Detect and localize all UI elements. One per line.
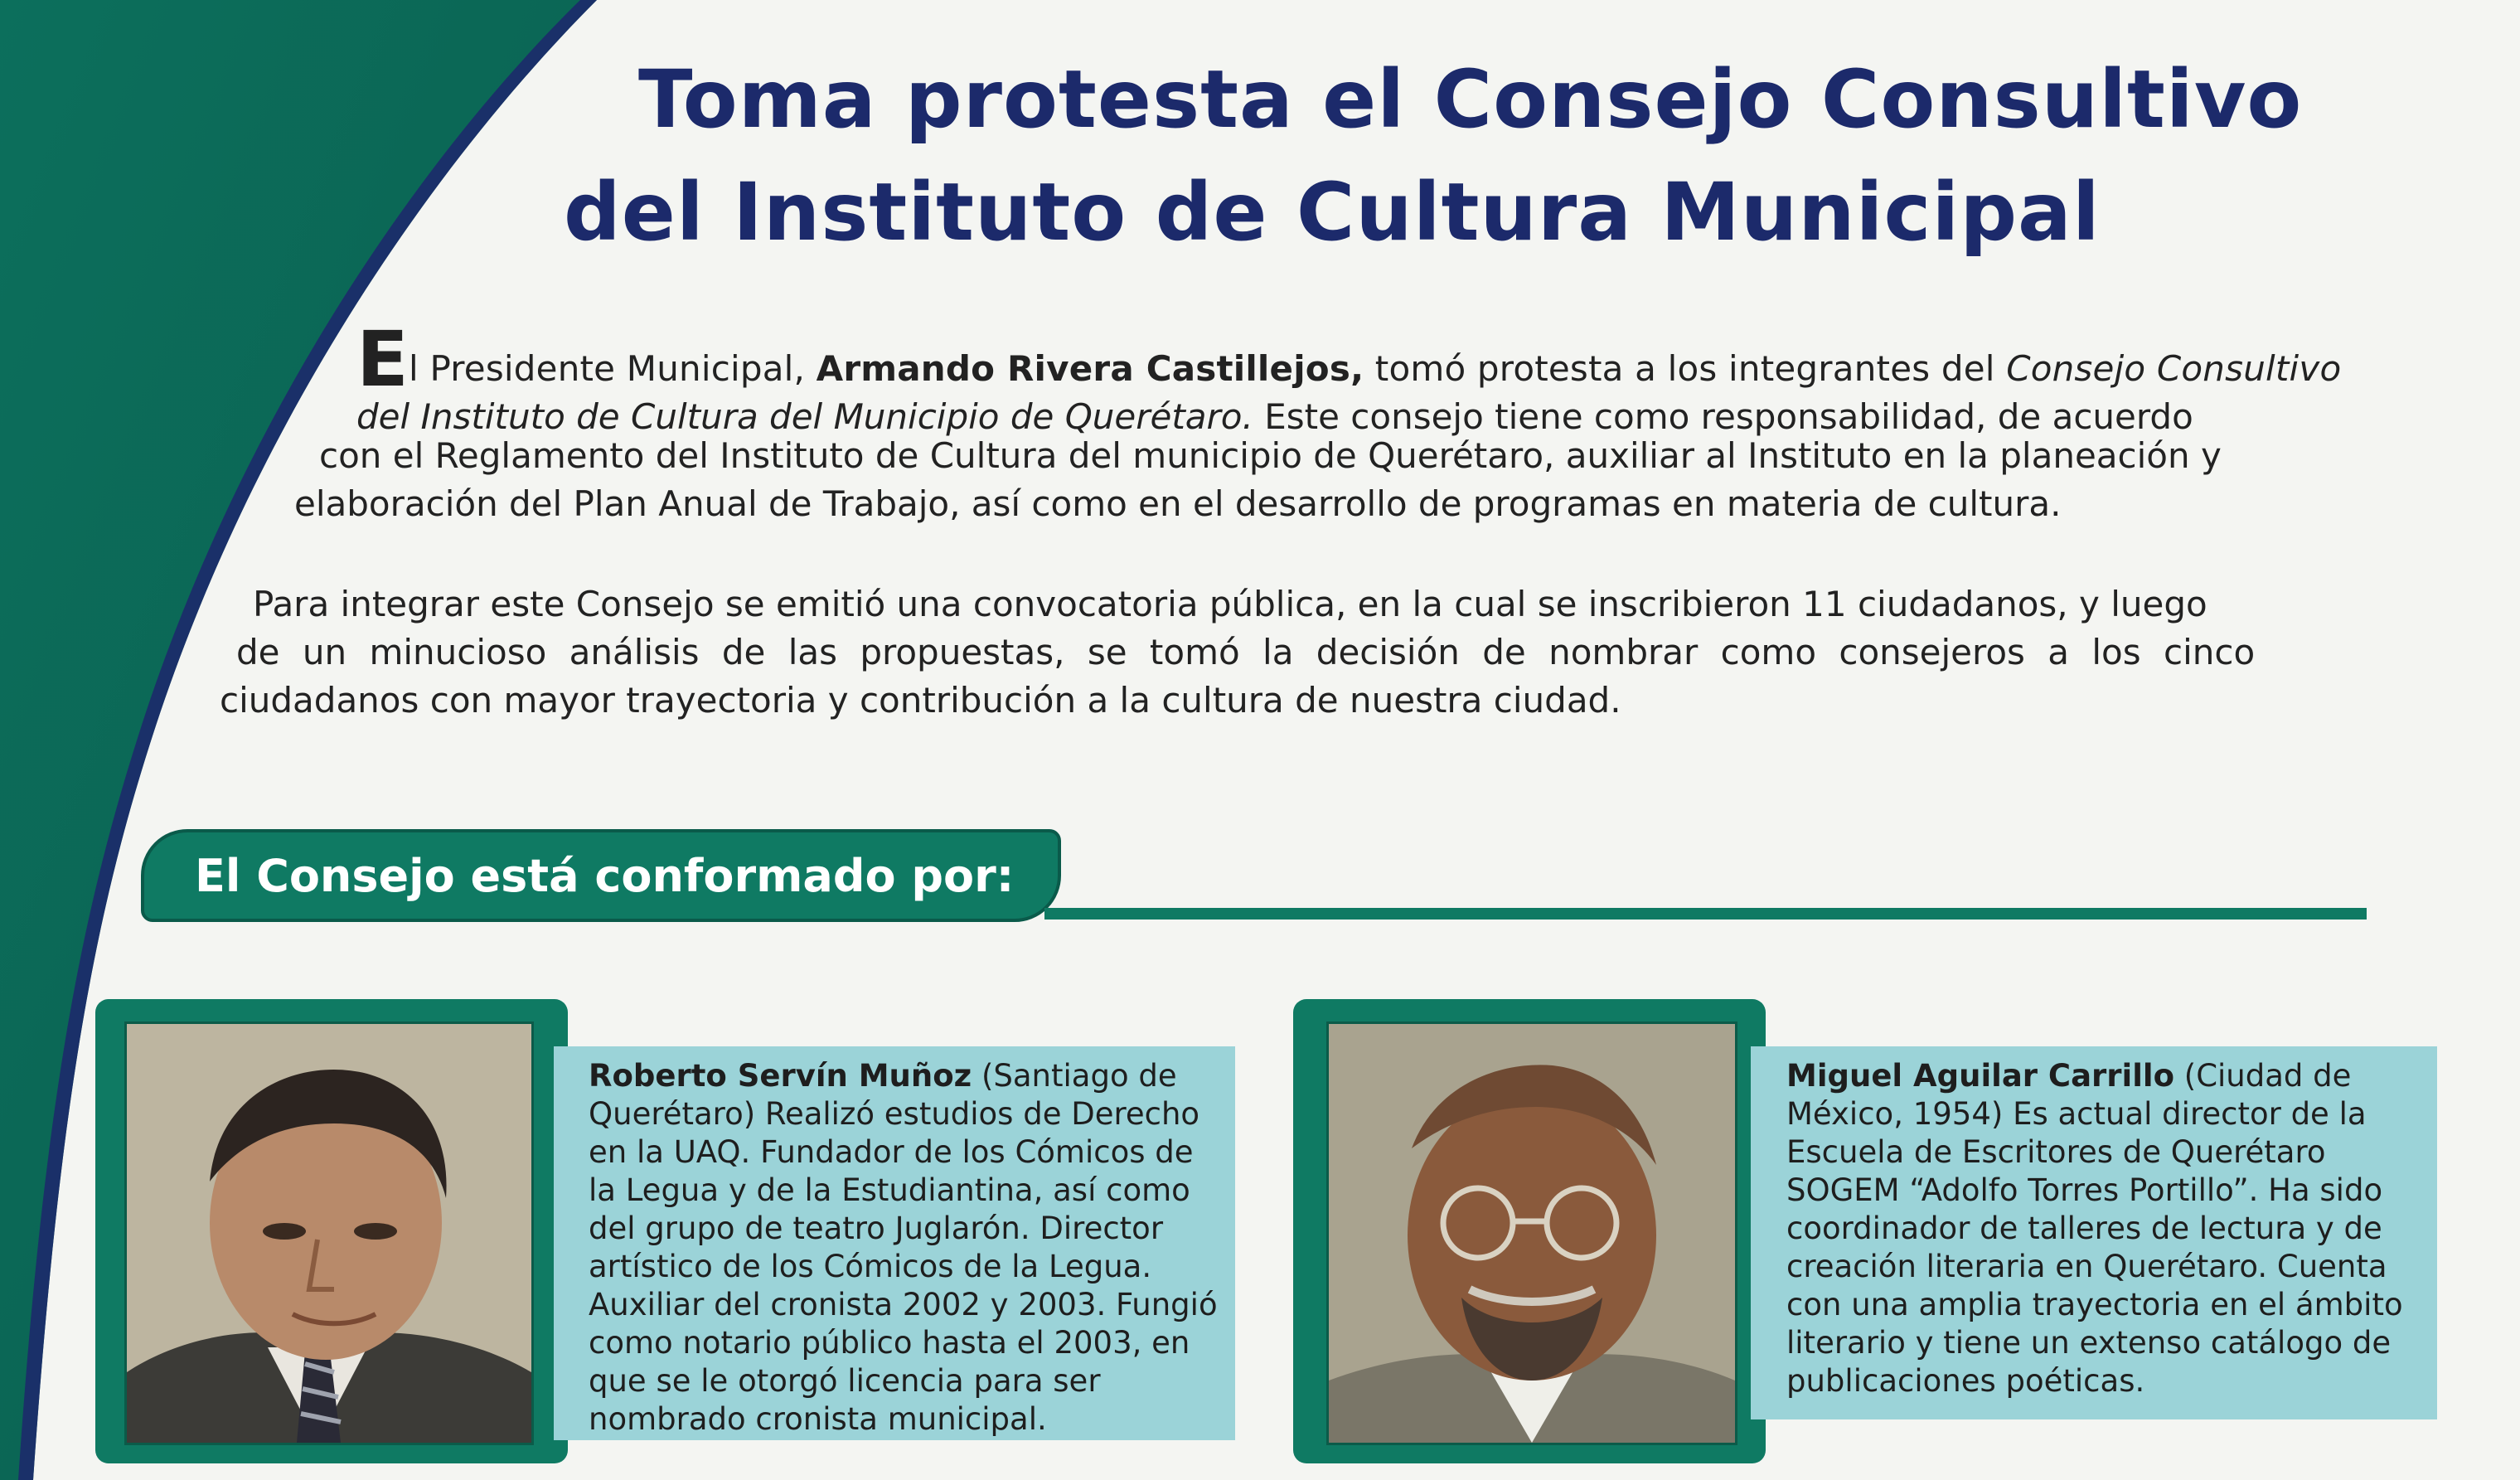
second-paragraph xyxy=(253,580,2362,628)
intro-line-3: con el Reglamento del Instituto de Cultura del municipio de Querétaro, auxiliar al Instituto en la planeación y xyxy=(319,435,2222,476)
intro-line-4: elaboración del Plan Anual de Trabajo, así como en el desarrollo de programas en materia de cultura. xyxy=(294,483,2062,524)
second-line-1: Para integrar este Consejo se emitió una convocatoria pública, en la cual se inscribieron 11 ciudadanos, y luego xyxy=(253,584,2207,624)
section-rule xyxy=(1044,908,2367,920)
headline-line-2: del Instituto de Cultura Municipal xyxy=(564,166,2101,259)
drop-cap: E xyxy=(356,315,410,404)
president-name: Armando Rivera Castillejos, xyxy=(816,348,1364,389)
portrait-man-glasses xyxy=(1329,1024,1735,1443)
second-paragraph-cont xyxy=(236,628,2362,677)
member-2-photo xyxy=(1326,1021,1737,1445)
headline-line-1: Toma protesta el Consejo Consultivo xyxy=(638,53,2303,146)
intro-paragraph xyxy=(356,315,2362,441)
intro-line-1: El Presidente Municipal, Armando Rivera Castillejos, tomó protesta a los integrantes del Consejo Consultivo xyxy=(356,315,2342,404)
second-paragraph-cont-2 xyxy=(220,677,2209,725)
member-2-bio: Miguel Aguilar Carrillo (Ciudad de México, 1954) Es actual director de la Escuela de Escritores de Querétaro SOGEM “Adolfo Torres Portillo”. Ha sido coordinador de talleres de lectura y de creación literaria en Querétaro. Cuenta con una amplia trayectoria en el ámbito literario y tiene un extenso catálogo de publicaciones poéticas. xyxy=(1786,1058,2403,1399)
intro-line-2: del Instituto de Cultura del Municipio de Querétaro. Este consejo tiene como responsabilidad, de acuerdo xyxy=(356,396,2193,437)
portrait-man-glasses-less xyxy=(127,1024,531,1443)
second-line-3: ciudadanos con mayor trayectoria y contribución a la cultura de nuestra ciudad. xyxy=(220,680,1621,721)
member-2-name: Miguel Aguilar Carrillo xyxy=(1786,1058,2174,1094)
section-title: El Consejo está conformado por: xyxy=(195,850,1015,902)
member-1-name: Roberto Servín Muñoz xyxy=(589,1058,972,1094)
intro-paragraph-cont xyxy=(319,432,2362,480)
second-line-2: de un minucioso análisis de las propuestas, se tomó la decisión de nombrar como consejeros a los cinco xyxy=(236,632,2256,672)
member-1-bio: Roberto Servín Muñoz (Santiago de Querétaro) Realizó estudios de Derecho en la UAQ. Fundador de los Cómicos de la Legua y de la Estudiantina, así como del grupo de teatro Juglarón. Director artístico de los Cómicos de la Legua. Auxiliar del cronista 2002 y 2003. Fungió como notario público hasta el 2003, en que se le otorgó licencia para ser nombrado cronista municipal. xyxy=(589,1058,1218,1437)
intro-paragraph-cont-2 xyxy=(294,480,2284,528)
member-1-photo xyxy=(124,1021,534,1445)
